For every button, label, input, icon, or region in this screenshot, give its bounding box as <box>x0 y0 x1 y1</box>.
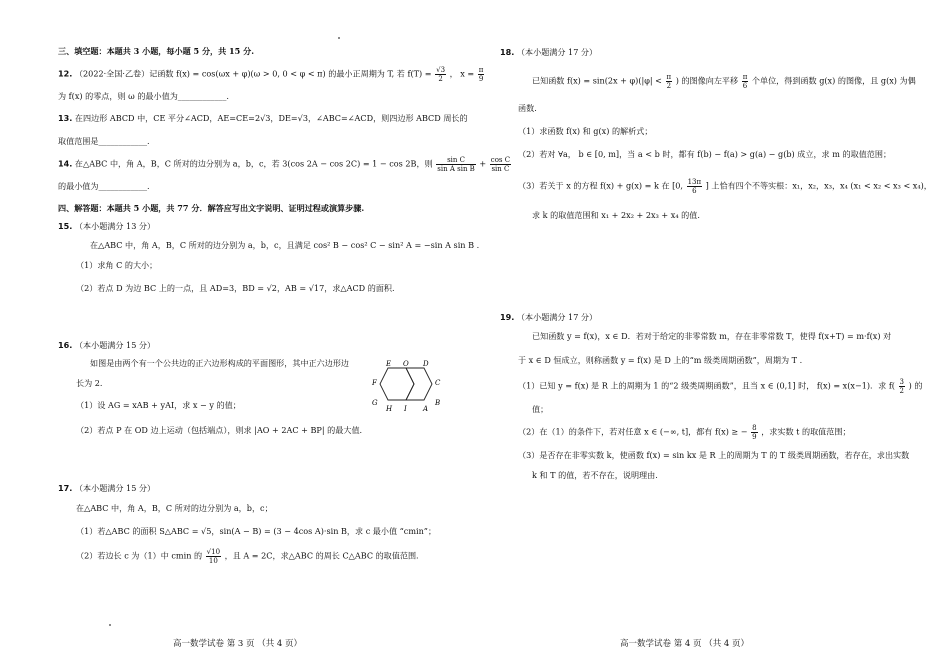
q19-part1-text-b: ) 的 <box>908 380 923 391</box>
q12-fraction-pi-over-9: $\frac{\pi}{9}$ <box>478 66 484 83</box>
q12-line2: 为 f(x) 的零点，则 ω 的最小值为____________. <box>58 91 229 101</box>
q18-fraction-pi-over-6: $\frac{\pi}{6}$ <box>742 73 748 90</box>
q15-header <box>58 221 155 232</box>
figure-label-f: F <box>372 379 377 387</box>
q18-stem-text-c: 个单位，得到函数 g(x) 的图像，且 g(x) 为偶 <box>751 75 916 86</box>
section3-title: 三、填空题：本题共 3 小题，每小题 5 分，共 15 分. <box>58 46 255 56</box>
q15-part1: （1）求角 C 的大小； <box>76 260 158 270</box>
footer-page-4: 高一数学试卷 第 4 页 （共 4 页） <box>620 639 750 649</box>
q18-part1: （1）求函数 f(x) 和 g(x) 的解析式； <box>518 126 653 136</box>
q16-part2: （2）若点 P 在 OD 边上运动（包括端点），则求 |AO + 2AC + BP| 的最大值. <box>76 425 363 435</box>
q18-fraction-pi-over-2: $\frac{\pi}{2}$ <box>666 73 672 90</box>
q16-header <box>58 340 155 351</box>
q19-part1 <box>518 378 922 395</box>
scan-dot-bottom <box>109 624 111 626</box>
q15-number: 15. <box>58 221 73 231</box>
q19-fraction-3-over-2: $\frac{3}{2}$ <box>899 378 905 395</box>
q14-text-a: 在△ABC 中，角 A，B，C 所对的边分别为 a，b，c，若 3(cos 2A − cos 2C) = 1 − cos 2B，则 <box>74 158 433 169</box>
q19-header <box>500 312 597 323</box>
q19-part1-text-a: （1）已知 y = f(x) 是 R 上的周期为 1 的“2 级类周期函数”，且当 x ∈ (0,1] 时， f(x) = x(x−1)．求 f( <box>518 380 895 391</box>
q12-line1 <box>58 66 485 83</box>
q13-line1 <box>58 113 468 124</box>
q15-part2: （2）若点 D 为边 BC 上的一点，且 AD=3，BD = √2，AB = √17，求△ACD 的面积. <box>76 283 395 293</box>
footer-page-3: 高一数学试卷 第 3 页 （共 4 页） <box>173 639 303 649</box>
q19-score: （本小题满分 17 分） <box>516 312 598 322</box>
q17-number: 17. <box>58 483 73 493</box>
q12-text-a: （2022·全国·乙卷）记函数 f(x) = cos(ωx + φ)(ω > 0, 0 < φ < π) 的最小正周期为 T, 若 f(T) = <box>74 68 432 79</box>
figure-label-h: H <box>386 405 393 413</box>
q18-score: （本小题满分 17 分） <box>516 47 598 57</box>
q16-number: 16. <box>58 340 73 350</box>
q18-part3-line2: 求 k 的取值范围和 x₁ + 2x₂ + 2x₃ + x₄ 的值. <box>532 210 700 220</box>
q13-text: 在四边形 ABCD 中，CE 平分∠ACD，AE=CE=2√3，DE=√3，∠ABC=∠ACD，则四边形 ABCD 周长的 <box>74 113 468 123</box>
q19-part2 <box>518 424 851 441</box>
q14-plus: + <box>479 158 487 169</box>
q18-part3-text-a: （3）若关于 x 的方程 f(x) + g(x) = k 在 [0, <box>518 180 683 191</box>
q14-fraction-2: $\frac{\text{cos C}}{\text{sin C}}$ <box>490 156 511 173</box>
q19-part3-line2: k 和 T 的值，若不存在，说明理由. <box>532 470 658 480</box>
q19-number: 19. <box>500 312 515 322</box>
q19-part1-line2: 值； <box>532 404 549 414</box>
q19-part2-text-b: ，求实数 t 的取值范围； <box>761 426 851 437</box>
figure-label-e: E <box>386 360 392 368</box>
q17-score: （本小题满分 15 分） <box>74 483 156 493</box>
figure-label-i: I <box>404 405 407 413</box>
q18-part3-text-b: ] 上恰有四个不等实根：x₁，x₂，x₃，x₄ (x₁ < x₂ < x₃ < x₄)， <box>705 180 932 191</box>
q16-score: （本小题满分 15 分） <box>74 340 156 350</box>
q18-number: 18. <box>500 47 515 57</box>
right-page <box>500 0 932 672</box>
q12-fraction-sqrt3-over-2: $\frac{√3}{2}$ <box>436 66 446 83</box>
q17-part2-text-b: ，且 A = 2C，求△ABC 的周长 C△ABC 的取值范围. <box>224 550 419 561</box>
figure-label-g: G <box>372 399 378 407</box>
q18-stem-line2: 函数. <box>518 103 537 113</box>
q19-part2-text-a: （2）在（1）的条件下，若对任意 x ∈ (−∞, t]，都有 f(x) ≥ − <box>518 426 748 437</box>
figure-label-c: C <box>435 379 441 387</box>
q17-part1: （1）若△ABC 的面积 S△ABC = √5，sin(A − B) = (3 − 4cos A)·sin B，求 c 最小值 “cmin”； <box>76 526 437 536</box>
section4-title: 四、解答题：本题共 5 小题，共 77 分．解答应写出文字说明、证明过程或演算步骤. <box>58 203 365 213</box>
q14-fraction-1: $\frac{\text{sin C}}{\text{sin A sin B}}$ <box>437 156 475 173</box>
q18-stem-line1 <box>532 73 916 90</box>
q14-line2: 的最小值为____________. <box>58 181 150 191</box>
q19-stem-line1: 已知函数 y = f(x)，x ∈ D．若对于给定的非零常数 m，存在非零常数 T，使得 f(x+T) = m·f(x) 对 <box>532 331 892 341</box>
q17-stem: 在△ABC 中，角 A，B，C 所对的边分别为 a，b，c； <box>76 503 273 513</box>
q17-fraction-sqrt10-over-10: $\frac{√10}{10}$ <box>206 548 221 565</box>
q17-header <box>58 483 155 494</box>
scan-dot-top <box>338 37 340 39</box>
q16-part1: （1）设 AG = xAB + yAI，求 x − y 的值； <box>76 400 241 410</box>
figure-label-a: A <box>423 405 429 413</box>
q14-number: 14. <box>58 158 73 169</box>
q19-stem-line2: 于 x ∈ D 恒成立，则称函数 y = f(x) 是 D 上的“m 级类周期函数”，周期为 T . <box>518 355 803 365</box>
q16-stem-2: 长为 2. <box>76 378 103 388</box>
q15-stem: 在△ABC 中，角 A，B，C 所对的边分别为 a，b，c，且满足 cos² B − cos² C − sin² A = −sin A sin B . <box>90 240 480 250</box>
figure-label-o: O <box>403 360 409 368</box>
q12-number: 12. <box>58 68 73 79</box>
q18-part2: （2）若对 ∀a， b ∈ [0, m]，当 a < b 时，都有 f(b) − f(a) > g(a) − g(b) 成立，求 m 的取值范围； <box>518 149 892 159</box>
q18-stem-text-b: ) 的图像向左平移 <box>675 75 739 86</box>
q18-fraction-13pi-over-6: $\frac{13\pi}{6}$ <box>687 178 702 195</box>
q14-line1 <box>58 156 512 173</box>
q19-part3-line1: （3）是否存在非零实数 k，使函数 f(x) = sin kx 是 R 上的周期为 T 的 T 级类周期函数，若存在，求出实数 <box>518 450 910 460</box>
q15-score: （本小题满分 13 分） <box>74 221 156 231</box>
q13-number: 13. <box>58 113 73 123</box>
q18-part3 <box>518 178 932 195</box>
q17-part2 <box>76 548 419 565</box>
q18-stem-text-a: 已知函数 f(x) = sin(2x + φ)(|φ| < <box>532 75 662 86</box>
figure-label-b: B <box>435 399 441 407</box>
two-hexagons-figure <box>368 358 468 420</box>
figure-label-d: D <box>423 360 429 368</box>
q19-fraction-8-over-9: $\frac{8}{9}$ <box>752 424 757 441</box>
q13-line2: 取值范围是____________. <box>58 136 150 146</box>
q16-stem-1: 如图是由两个有一个公共边的正六边形构成的平面图形，其中正六边形边 <box>90 358 350 368</box>
q17-part2-text-a: （2）若边长 c 为（1）中 cmin 的 <box>76 550 203 561</box>
q12-text-b: ， x = <box>449 68 475 79</box>
q18-header <box>500 47 597 58</box>
